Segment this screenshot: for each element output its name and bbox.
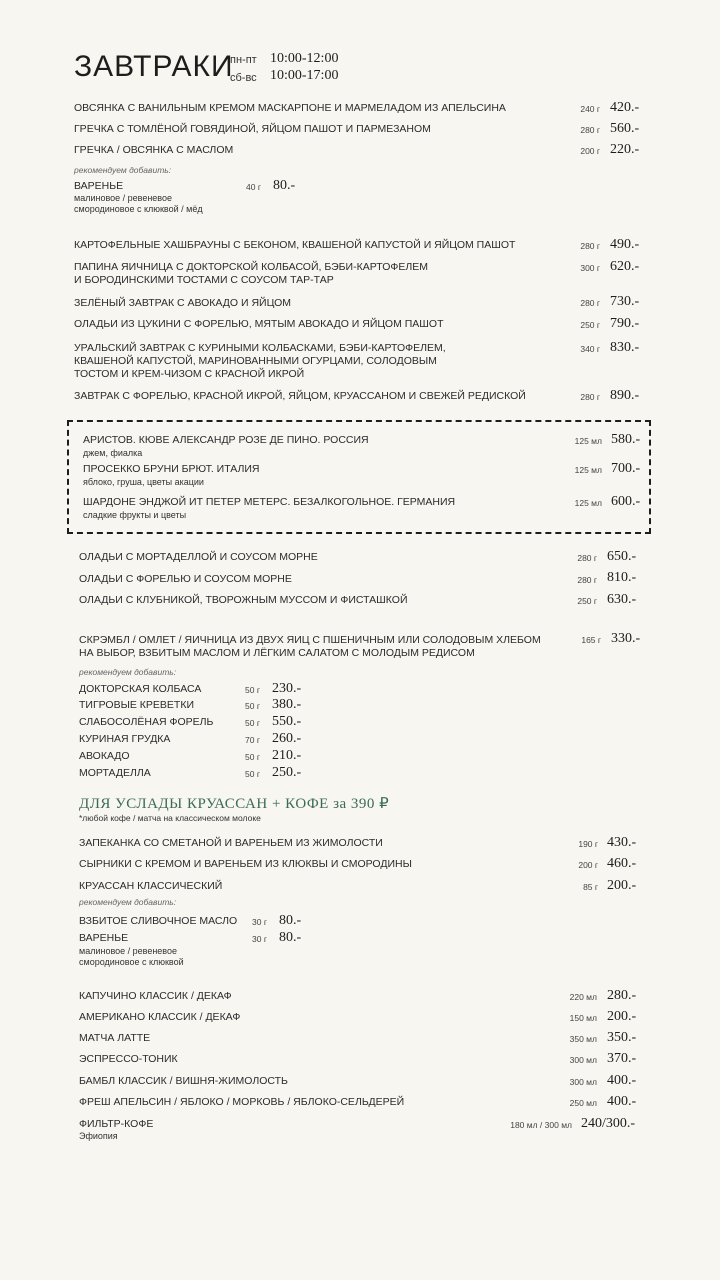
wine-volume: 125 мл: [574, 436, 602, 446]
drink-description: Эфиопия: [79, 1131, 118, 1141]
addon-weight: 50 г: [245, 752, 260, 762]
drink-price: 350.-: [607, 1030, 637, 1045]
addon-name: СЛАБОСОЛЁНАЯ ФОРЕЛЬ: [79, 716, 214, 728]
drink-price: 280.-: [607, 988, 637, 1003]
croissant-offer-note: *любой кофе / матча на классическом молоке: [79, 813, 261, 823]
menu-item-weight: 280 г: [580, 125, 600, 135]
drink-price: 400.-: [607, 1094, 637, 1109]
menu-item-price: 620.-: [610, 259, 640, 274]
drink-volume: 300 мл: [569, 1077, 597, 1087]
menu-item-price: 430.-: [607, 835, 637, 850]
recommend-label: рекомендуем добавить:: [74, 165, 172, 175]
menu-item-weight: 280 г: [580, 298, 600, 308]
menu-item-price: 200.-: [607, 878, 637, 893]
addon-name: АВОКАДО: [79, 750, 130, 762]
menu-item-name: ГРЕЧКА / ОВСЯНКА С МАСЛОМ: [74, 144, 234, 156]
menu-item-name: СЫРНИКИ С КРЕМОМ И ВАРЕНЬЕМ ИЗ КЛЮКВЫ И СМОРОДИНЫ: [79, 858, 412, 870]
menu-item-weight: 280 г: [580, 392, 600, 402]
drink-name: АМЕРИКАНО КЛАССИК / ДЕКАФ: [79, 1011, 241, 1023]
addon-weight: 50 г: [245, 685, 260, 695]
wine-name: АРИСТОВ. КЮВЕ АЛЕКСАНДР РОЗЕ ДЕ ПИНО. РОССИЯ: [83, 434, 369, 446]
croissant-coffee-offer-heading: ДЛЯ УСЛАДЫ КРУАССАН + КОФЕ за 390 ₽: [79, 796, 390, 812]
menu-item-weight: 200 г: [578, 860, 598, 870]
addon-price: 80.-: [279, 930, 302, 945]
menu-item-weight: 250 г: [580, 320, 600, 330]
addon-weight: 40 г: [246, 182, 261, 192]
addon-description: малиновое / ревеневое: [74, 193, 173, 203]
addon-price: 210.-: [272, 748, 302, 763]
wine-volume: 125 мл: [574, 465, 602, 475]
addon-price: 230.-: [272, 681, 302, 696]
drink-volume: 150 мл: [569, 1013, 597, 1023]
menu-item-price: 420.-: [610, 100, 640, 115]
menu-item-name-cont: НА ВЫБОР, ВЗБИТЫМ МАСЛОМ И ЛЁГКИМ САЛАТОМ С МОЛОДЫМ РЕДИСОМ: [79, 647, 475, 659]
menu-item-weight: 190 г: [578, 839, 598, 849]
addon-name: ТИГРОВЫЕ КРЕВЕТКИ: [79, 699, 195, 711]
drink-volume: 220 мл: [569, 992, 597, 1002]
menu-item-price: 630.-: [607, 592, 637, 607]
menu-item-name: ЗАПЕКАНКА СО СМЕТАНОЙ И ВАРЕНЬЕМ ИЗ ЖИМОЛОСТИ: [79, 837, 383, 849]
menu-item-price: 490.-: [610, 237, 640, 252]
menu-item-weight: 200 г: [580, 146, 600, 156]
addon-weight: 30 г: [252, 934, 267, 944]
menu-item-price: 830.-: [610, 340, 640, 355]
menu-item-price: 730.-: [610, 294, 640, 309]
menu-item-weight: 340 г: [580, 344, 600, 354]
menu-item-name: УРАЛЬСКИЙ ЗАВТРАК С КУРИНЫМИ КОЛБАСКАМИ, БЭБИ-КАРТОФЕЛЕМ,: [74, 342, 446, 354]
menu-item-weight: 250 г: [577, 596, 597, 606]
drink-name: ФРЕШ АПЕЛЬСИН / ЯБЛОКО / МОРКОВЬ / ЯБЛОКО-СЕЛЬДЕРЕЙ: [79, 1096, 405, 1108]
drink-price: 200.-: [607, 1009, 637, 1024]
page-title: ЗАВТРАКИ: [74, 50, 234, 83]
addon-weight: 50 г: [245, 701, 260, 711]
menu-item-weight: 280 г: [577, 553, 597, 563]
drink-volume: 350 мл: [569, 1034, 597, 1044]
schedule-weekend-label: сб-вс: [230, 72, 257, 84]
addon-name: КУРИНАЯ ГРУДКА: [79, 733, 171, 745]
schedule-weekend-time: 10:00-17:00: [270, 68, 339, 83]
drink-volume: 250 мл: [569, 1098, 597, 1108]
menu-item-price: 220.-: [610, 142, 640, 157]
recommend-label: рекомендуем добавить:: [79, 897, 177, 907]
menu-item-price: 790.-: [610, 316, 640, 331]
menu-item-weight: 280 г: [577, 575, 597, 585]
addon-price: 260.-: [272, 731, 302, 746]
menu-item-name: ОВСЯНКА С ВАНИЛЬНЫМ КРЕМОМ МАСКАРПОНЕ И МАРМЕЛАДОМ ИЗ АПЕЛЬСИНА: [74, 102, 506, 114]
addon-weight: 70 г: [245, 735, 260, 745]
wine-description: яблоко, груша, цветы акации: [83, 477, 204, 487]
menu-item-price: 330.-: [611, 631, 641, 646]
addon-name: ВАРЕНЬЕ: [74, 180, 124, 192]
drink-name: МАТЧА ЛАТТЕ: [79, 1032, 151, 1044]
schedule-weekdays-time: 10:00-12:00: [270, 51, 339, 66]
addon-price: 550.-: [272, 714, 302, 729]
menu-item-name: ЗАВТРАК С ФОРЕЛЬЮ, КРАСНОЙ ИКРОЙ, ЯЙЦОМ, КРУАССАНОМ И СВЕЖЕЙ РЕДИСКОЙ: [74, 390, 526, 402]
drink-volume: 300 мл: [569, 1055, 597, 1065]
wine-price: 700.-: [611, 461, 641, 476]
menu-item-name: ГРЕЧКА С ТОМЛЁНОЙ ГОВЯДИНОЙ, ЯЙЦОМ ПАШОТ И ПАРМЕЗАНОМ: [74, 123, 431, 135]
addon-description: малиновое / ревеневое: [79, 946, 178, 956]
wine-price: 580.-: [611, 432, 641, 447]
drink-price: 240/300.-: [581, 1116, 636, 1131]
wine-description: сладкие фрукты и цветы: [83, 510, 187, 520]
drink-name: ЭСПРЕССО-ТОНИК: [79, 1053, 178, 1065]
menu-item-name: ОЛАДЬИ С ФОРЕЛЬЮ И СОУСОМ МОРНЕ: [79, 573, 292, 585]
menu-item-weight: 300 г: [580, 263, 600, 273]
menu-item-name: КРУАССАН КЛАССИЧЕСКИЙ: [79, 880, 223, 892]
recommend-label: рекомендуем добавить:: [79, 667, 177, 677]
menu-item-name: КАРТОФЕЛЬНЫЕ ХАШБРАУНЫ С БЕКОНОМ, КВАШЕНОЙ КАПУСТОЙ И ЯЙЦОМ ПАШОТ: [74, 239, 516, 251]
addon-description: смородиновое с клюквой / мёд: [74, 204, 203, 214]
menu-item-price: 810.-: [607, 570, 637, 585]
menu-item-price: 460.-: [607, 856, 637, 871]
menu-item-name: ЗЕЛЁНЫЙ ЗАВТРАК С АВОКАДО И ЯЙЦОМ: [74, 297, 292, 309]
drink-volume: 180 мл / 300 мл: [510, 1120, 572, 1130]
addon-name: ВАРЕНЬЕ: [79, 932, 129, 944]
menu-item-weight: 165 г: [581, 635, 601, 645]
drink-name: БАМБЛ КЛАССИК / ВИШНЯ-ЖИМОЛОСТЬ: [79, 1075, 288, 1087]
wine-price: 600.-: [611, 494, 641, 509]
drink-price: 400.-: [607, 1073, 637, 1088]
wine-volume: 125 мл: [574, 498, 602, 508]
menu-item-price: 560.-: [610, 121, 640, 136]
menu-item-weight: 280 г: [580, 241, 600, 251]
menu-item-name: ОЛАДЬИ С МОРТАДЕЛЛОЙ И СОУСОМ МОРНЕ: [79, 551, 318, 563]
wine-description: джем, фиалка: [83, 448, 143, 458]
menu-item-name: ОЛАДЬИ ИЗ ЦУКИНИ С ФОРЕЛЬЮ, МЯТЫМ АВОКАДО И ЯЙЦОМ ПАШОТ: [74, 318, 444, 330]
addon-weight: 50 г: [245, 769, 260, 779]
addon-price: 80.-: [273, 178, 296, 193]
addon-price: 250.-: [272, 765, 302, 780]
addon-name: МОРТАДЕЛЛА: [79, 767, 151, 779]
menu-item-weight: 85 г: [583, 882, 598, 892]
menu-item-name: ОЛАДЬИ С КЛУБНИКОЙ, ТВОРОЖНЫМ МУССОМ И ФИСТАШКОЙ: [79, 594, 408, 606]
wine-name: ШАРДОНЕ ЭНДЖОЙ ИТ ПЕТЕР МЕТЕРС. БЕЗАЛКОГОЛЬНОЕ. ГЕРМАНИЯ: [83, 496, 456, 508]
addon-weight: 30 г: [252, 917, 267, 927]
menu-item-price: 890.-: [610, 388, 640, 403]
addon-name: ВЗБИТОЕ СЛИВОЧНОЕ МАСЛО: [79, 915, 238, 927]
addon-description: смородиновое с клюквой: [79, 957, 184, 967]
wine-name: ПРОСЕККО БРУНИ БРЮТ. ИТАЛИЯ: [83, 463, 260, 475]
menu-item-name-cont: КВАШЕНОЙ КАПУСТОЙ, МАРИНОВАННЫМИ ОГУРЦАМИ, СОЛОДОВЫМ: [74, 355, 437, 367]
menu-item-weight: 240 г: [580, 104, 600, 114]
menu-item-name-cont: ТОСТОМ И КРЕМ-ЧИЗОМ С КРАСНОЙ ИКРОЙ: [74, 368, 305, 380]
addon-name: ДОКТОРСКАЯ КОЛБАСА: [79, 683, 202, 695]
addon-weight: 50 г: [245, 718, 260, 728]
drink-price: 370.-: [607, 1051, 637, 1066]
menu-item-name: СКРЭМБЛ / ОМЛЕТ / ЯИЧНИЦА ИЗ ДВУХ ЯИЦ С ПШЕНИЧНЫМ ИЛИ СОЛОДОВЫМ ХЛЕБОМ: [79, 634, 541, 646]
schedule-weekdays-label: пн-пт: [230, 54, 257, 66]
drink-name: КАПУЧИНО КЛАССИК / ДЕКАФ: [79, 990, 232, 1002]
addon-price: 380.-: [272, 697, 302, 712]
drink-name: ФИЛЬТР-КОФЕ: [79, 1118, 154, 1130]
menu-item-name: ПАПИНА ЯИЧНИЦА С ДОКТОРСКОЙ КОЛБАСОЙ, БЭБИ-КАРТОФЕЛЕМ: [74, 261, 428, 273]
menu-item-price: 650.-: [607, 549, 637, 564]
menu-item-name-cont: И БОРОДИНСКИМИ ТОСТАМИ С СОУСОМ ТАР-ТАР: [74, 274, 334, 286]
addon-price: 80.-: [279, 913, 302, 928]
